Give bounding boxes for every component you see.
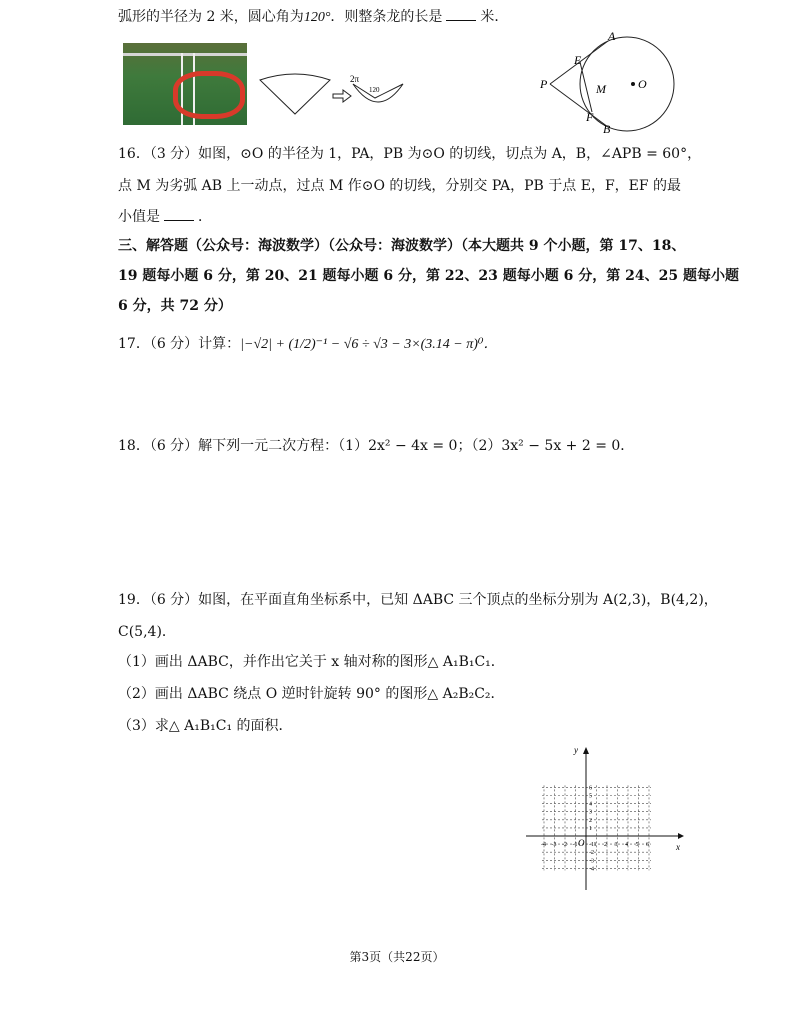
q17-label: 17．（6 分）计算： xyxy=(118,336,241,352)
section3-line1: 三、解答题（公众号：海波数学）（公众号：海波数学）（本大题共 9 个小题，第 17、18、 xyxy=(118,238,686,254)
q15-text-start: 弧形的半径为 2 米，圆心角为 xyxy=(118,9,304,25)
x-tick-label: -4 xyxy=(541,842,546,848)
y-tick-labels xyxy=(589,785,594,872)
label-b: B xyxy=(603,122,611,134)
tangent-ef xyxy=(580,62,592,112)
circle-tangent-figure xyxy=(536,30,686,134)
q17-line xyxy=(118,334,498,355)
sector-label-2pi: 2π xyxy=(350,74,360,84)
q17-expression: |−√2| + (1/2)⁻¹ − √6 ÷ √3 − 3×(3.14 − π)⁰． xyxy=(240,337,498,352)
grid-lines xyxy=(542,785,651,873)
x-tick-label: 1 xyxy=(593,842,597,848)
y-tick-label: 3 xyxy=(589,809,592,816)
page-footer: 第3页（共22页） xyxy=(349,950,445,964)
y-tick-label: 4 xyxy=(589,801,592,808)
label-e: E xyxy=(574,53,582,67)
label-a: A xyxy=(608,30,616,43)
q19-sub2: （2）画出 ΔABC 绕点 O 逆时针旋转 90° 的图形△ A₂B₂C₂． xyxy=(118,686,505,702)
photo-dragon xyxy=(173,71,245,119)
coordinate-grid xyxy=(526,746,686,890)
x-tick-label: 4 xyxy=(625,842,628,848)
origin-label: O xyxy=(578,838,585,848)
q16-line1: 16．（3 分）如图，⊙O 的半径为 1，PA，PB 为⊙O 的切线，切点为 A，B，∠APB = 60°， xyxy=(118,146,702,162)
y-axis-label: y xyxy=(574,746,578,755)
q18-equations: （1）2x² − 4x = 0；（2）3x² − 5x + 2 = 0． xyxy=(338,438,635,454)
y-tick-label: -3 xyxy=(589,858,594,865)
x-tick-label: -3 xyxy=(551,842,557,848)
sector-figure xyxy=(255,68,415,118)
q18-line xyxy=(118,436,634,456)
arrow-icon xyxy=(333,90,351,102)
q16-line3-end: ． xyxy=(198,209,212,225)
center-dot xyxy=(631,82,635,86)
x-tick-label: 3 xyxy=(614,842,618,848)
q18-label: 18．（6 分）解下列一元二次方程： xyxy=(118,438,339,454)
q16-line3 xyxy=(118,206,212,227)
y-tick-label: 5 xyxy=(589,793,592,800)
label-p: P xyxy=(540,77,548,91)
x-axis-arrow-icon xyxy=(678,833,684,839)
label-f: F xyxy=(586,110,594,124)
section3-line3: 6 分，共 72 分） xyxy=(118,298,232,314)
q19-line1: 19．（6 分）如图，在平面直角坐标系中，已知 ΔABC 三个顶点的坐标分别为 A(2,3)，B(4,2)， xyxy=(118,592,718,608)
dragon-dance-photo xyxy=(123,43,247,125)
label-o: O xyxy=(638,77,647,91)
q15-text-end: 米． xyxy=(480,9,509,25)
x-axis-label: x xyxy=(676,842,680,852)
q16-line2: 点 M 为劣弧 AB 上一动点，过点 M 作⊙O 的切线，分别交 PA，PB 于点 E，F，EF 的最 xyxy=(118,178,682,194)
q16-line3-start: 小值是 xyxy=(118,209,160,225)
q19-line2: C(5,4)． xyxy=(118,624,176,640)
y-axis-arrow-icon xyxy=(583,747,589,754)
section3-line2: 19 题每小题 6 分，第 20、21 题每小题 6 分，第 22、23 题每小题 6 分，第 24、25 题每小题 xyxy=(118,268,739,284)
q15-text-mid: ．则整条龙的长是 xyxy=(330,9,443,25)
y-tick-label: 1 xyxy=(589,825,592,832)
x-tick-label: 5 xyxy=(635,842,639,848)
y-tick-label: -1 xyxy=(589,842,594,849)
q15-answer-blank xyxy=(446,6,476,21)
y-tick-label: 6 xyxy=(589,785,592,792)
sector-large xyxy=(260,74,330,114)
y-tick-label: 2 xyxy=(589,817,592,824)
q19-sub1: （1）画出 ΔABC，并作出它关于 x 轴对称的图形△ A₁B₁C₁． xyxy=(118,654,505,670)
q19-sub3: （3）求△ A₁B₁C₁ 的面积． xyxy=(118,718,293,734)
y-tick-label: -4 xyxy=(589,866,594,873)
q15-angle: 120° xyxy=(303,10,331,25)
q15-line xyxy=(118,6,508,28)
q16-answer-blank xyxy=(164,206,194,221)
x-tick-label: -1 xyxy=(572,842,578,848)
sector-label-120: 120 xyxy=(369,86,380,94)
x-tick-label: 2 xyxy=(604,842,607,848)
x-tick-labels xyxy=(541,842,649,848)
x-tick-label: 6 xyxy=(646,842,649,848)
x-tick-label: -2 xyxy=(562,842,567,848)
photo-track xyxy=(123,53,247,56)
y-tick-label: -2 xyxy=(589,850,594,857)
label-m: M xyxy=(596,82,606,96)
